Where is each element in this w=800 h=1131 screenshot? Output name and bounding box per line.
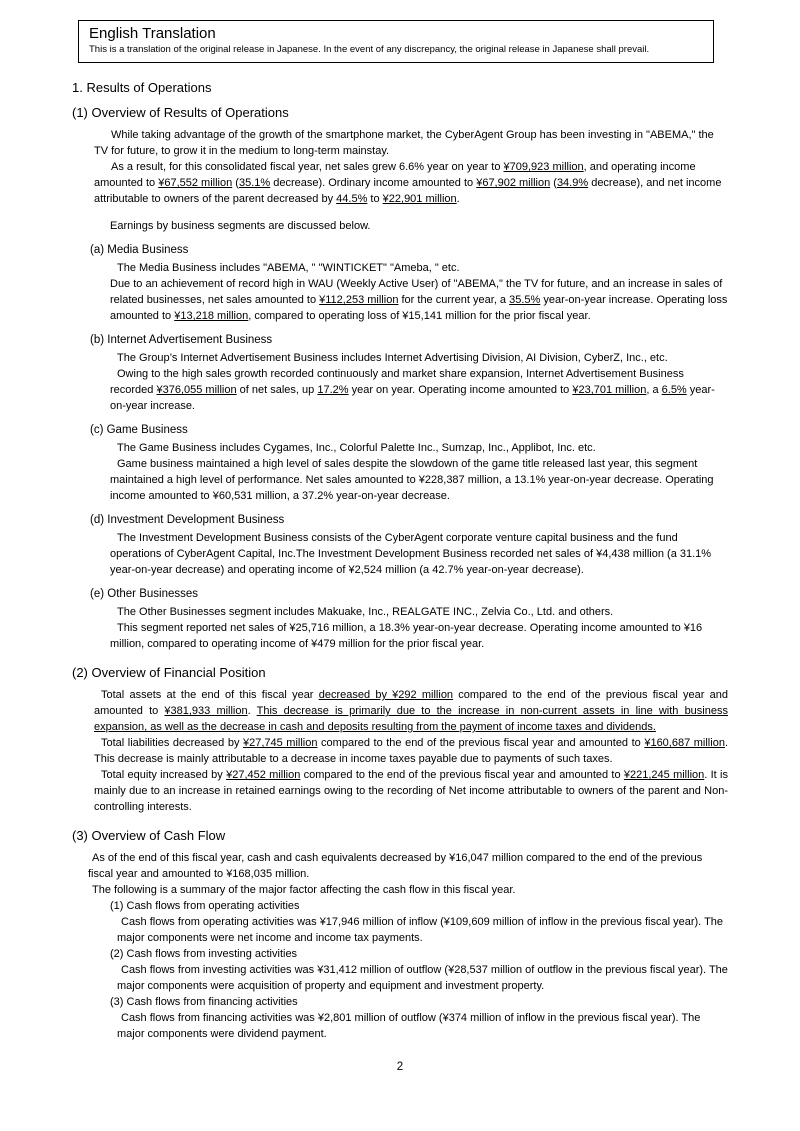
heading-overview-of-results: (1) Overview of Results of Operations (72, 105, 289, 120)
section-cash-flow (72, 850, 728, 1042)
paragraph-financial-1 (94, 687, 728, 735)
heading-financial-position: (2) Overview of Financial Position (72, 665, 266, 680)
text-segment: While taking advantage of the growth of the smartphone market, the CyberAgent Group has been investing in "ABEMA," the TV for future, to grow it in the medium to long-term mainstay. (94, 129, 714, 157)
text-segment: ( (550, 177, 557, 189)
text-segment: Total equity increased by (101, 769, 227, 781)
paragraph-other-2 (110, 620, 728, 652)
text-segment: The Media Business includes "ABEMA, " "WINTICKET" "Ameba, " etc. (117, 262, 460, 274)
text-segment: This segment reported net sales of ¥25,716 million, a 18.3% year-on-year decrease. Operating income amounted to ¥16 million, compared to operating income of ¥479 million for the prior fiscal year. (110, 622, 703, 650)
paragraph-game-1 (110, 440, 728, 456)
text-segment: Owing to the high sales growth recorded continuously and market share expansion, Internet Advertisement Business recorded (110, 368, 684, 396)
underlined-text: This decrease is primarily due to the increase in non-current assets in line with business expansion, as well as the decrease in cash and deposits resulting from the payment of income taxes and dividends. (94, 705, 728, 733)
underlined-text: 35.1% (238, 177, 271, 189)
paragraph-game-2 (110, 456, 728, 504)
text-segment: Cash flows from operating activities was ¥17,946 million of inflow (¥109,609 million of inflow in the previous fiscal year). The major components were net income and income tax payments. (117, 916, 724, 944)
translation-box-title: English Translation (89, 25, 216, 42)
underlined-text: ¥709,923 million (503, 161, 584, 173)
heading-cashflow-operating: (1) Cash flows from operating activities (110, 900, 300, 912)
underlined-text: ¥381,933 million (164, 705, 248, 717)
heading-cash-flow: (3) Overview of Cash Flow (72, 828, 226, 843)
paragraph-overview-1 (94, 127, 728, 159)
underlined-text: decreased by ¥292 million (318, 689, 454, 701)
text-segment: Total assets at the end of this fiscal year (101, 689, 319, 701)
text-segment: , compared to operating loss of ¥15,141 million for the prior fiscal year. (248, 310, 591, 322)
heading-investment-development-business: (d) Investment Development Business (90, 514, 285, 526)
text-segment: Total liabilities decreased by (101, 737, 243, 749)
text-segment: As a result, for this consolidated fiscal year, net sales grew 6.6% year on year to (111, 161, 504, 173)
underlined-text: 6.5% (661, 384, 687, 396)
underlined-text: 44.5% (336, 193, 368, 205)
heading-other-businesses: (e) Other Businesses (90, 588, 199, 600)
text-segment: . It is mainly due to an increase in retained earnings owing to the recording of Net income attributable to owners of the parent and Non-controlling interests. (94, 769, 728, 813)
section-game-business (72, 422, 728, 504)
underlined-text: 34.9% (556, 177, 589, 189)
text-segment: for the current year, a (398, 294, 510, 306)
text-segment: year-on-year increase. Operating loss amounted to (110, 294, 728, 322)
text-segment: decrease), and net income attributable to owners of the parent decreased by (94, 177, 722, 205)
text-segment: Game business maintained a high level of sales despite the slowdown of the game title released last year, this segment maintained a high level of performance. Net sales amounted to ¥228,387 million, a 13.1% year-on-year decrease. Operating income amounted to ¥60,531 million, a 37.2% year-on-year decrease. (110, 458, 714, 502)
underlined-text: ¥67,552 million (158, 177, 233, 189)
paragraph-overview-3 (94, 218, 728, 234)
paragraph-internet-ad-1 (110, 350, 728, 366)
paragraph-financial-2 (94, 735, 728, 767)
text-segment: compared to the end of the previous fiscal year and amounted to (317, 737, 645, 749)
paragraph-other-1 (110, 604, 728, 620)
paragraph-financial-3 (94, 767, 728, 815)
text-segment: . This decrease is mainly attributable to a decrease in income taxes payable due to payments of such taxes. (94, 737, 728, 765)
section-other-businesses (72, 586, 728, 652)
section-overview-of-results (72, 127, 728, 234)
text-segment: . (456, 193, 460, 205)
text-segment: decrease). Ordinary income amounted to (270, 177, 477, 189)
text-segment: , a (646, 384, 662, 396)
heading-media-business: (a) Media Business (90, 244, 189, 256)
underlined-text: ¥23,701 million (572, 384, 647, 396)
text-segment: . (247, 705, 257, 717)
heading-results-of-operations: 1. Results of Operations (72, 80, 212, 95)
underlined-text: 17.2% (317, 384, 349, 396)
text-segment: The following is a summary of the major factor affecting the cash flow in this fiscal year. (92, 884, 516, 896)
translation-box-note: This is a translation of the original release in Japanese. In the event of any discrepancy, the original release in Japanese shall prevail. (89, 44, 650, 55)
section-financial-position (72, 687, 728, 815)
section-investment-development-business (72, 512, 728, 578)
paragraph-media-1 (110, 260, 728, 276)
underlined-text: ¥112,253 million (319, 294, 399, 306)
text-segment: compared to the end of the previous fiscal year and amounted to (94, 689, 728, 717)
paragraph-overview-2 (94, 159, 728, 207)
text-segment: , and operating income amounted to (94, 161, 696, 189)
underlined-text: ¥376,055 million (156, 384, 237, 396)
text-segment: As of the end of this fiscal year, cash and cash equivalents decreased by ¥16,047 million compared to the end of the previous fiscal year and amounted to ¥168,035 million. (88, 852, 703, 880)
underlined-text: 35.5% (509, 294, 541, 306)
underlined-text: ¥221,245 million (623, 769, 705, 781)
paragraph-investment-1 (110, 530, 728, 578)
paragraph-cashflow-2 (88, 882, 728, 898)
text-segment: The Other Businesses segment includes Makuake, Inc., REALGATE INC., Zelvia Co., Ltd. and others. (117, 606, 614, 618)
underlined-text: ¥27,745 million (243, 737, 318, 749)
underlined-text: ¥27,452 million (226, 769, 301, 781)
paragraph-cashflow-1 (88, 850, 728, 882)
paragraph-cashflow-financing (88, 1010, 728, 1042)
text-segment: year on year. Operating income amounted to (348, 384, 573, 396)
text-segment: Cash flows from financing activities was ¥2,801 million of outflow (¥374 million of inflow in the previous fiscal year). The major components were dividend payment. (117, 1012, 701, 1040)
paragraph-media-2 (110, 276, 728, 324)
heading-game-business: (c) Game Business (90, 424, 188, 436)
paragraph-internet-ad-2 (110, 366, 728, 414)
text-segment: Cash flows from investing activities was ¥31,412 million of outflow (¥28,537 million of outflow in the previous fiscal year). The major components were acquisition of property and equipment and investment property. (117, 964, 728, 992)
underlined-text: ¥13,218 million (174, 310, 249, 322)
underlined-text: ¥67,902 million (476, 177, 551, 189)
section-internet-advertisement-business (72, 332, 728, 414)
text-segment: ( (232, 177, 239, 189)
translation-notice-box (78, 20, 714, 63)
text-segment: Earnings by business segments are discussed below. (110, 220, 371, 232)
text-segment: to (367, 193, 383, 205)
text-segment: year-on-year increase. (110, 384, 715, 412)
heading-cashflow-financing: (3) Cash flows from financing activities (110, 996, 298, 1008)
underlined-text: ¥22,901 million (382, 193, 457, 205)
heading-internet-advertisement-business: (b) Internet Advertisement Business (90, 334, 273, 346)
section-media-business (72, 242, 728, 324)
text-segment: compared to the end of the previous fiscal year and amounted to (300, 769, 624, 781)
page-number: 2 (396, 1061, 404, 1073)
text-segment: Due to an achievement of record high in WAU (Weekly Active User) of "ABEMA," the TV for future, and an increase in sales of related businesses, net sales amounted to (110, 278, 723, 306)
paragraph-cashflow-investing (88, 962, 728, 994)
text-segment: The Game Business includes Cygames, Inc., Colorful Palette Inc., Sumzap, Inc., Applibot, Inc. etc. (117, 442, 596, 454)
text-segment: of net sales, up (236, 384, 318, 396)
text-segment: The Group’s Internet Advertisement Business includes Internet Advertising Division, AI Division, CyberZ, Inc., etc. (117, 352, 668, 364)
underlined-text: ¥160,687 million (644, 737, 725, 749)
heading-cashflow-investing: (2) Cash flows from investing activities (110, 948, 298, 960)
paragraph-cashflow-operating (88, 914, 728, 946)
text-segment: The Investment Development Business consists of the CyberAgent corporate venture capital business and the fund operations of CyberAgent Capital, Inc.The Investment Development Business recorded net sales of ¥4,438 million (a 31.1% year-on-year decrease) and operating income of ¥2,524 million (a 42.7% year-on-year decrease). (110, 532, 712, 576)
